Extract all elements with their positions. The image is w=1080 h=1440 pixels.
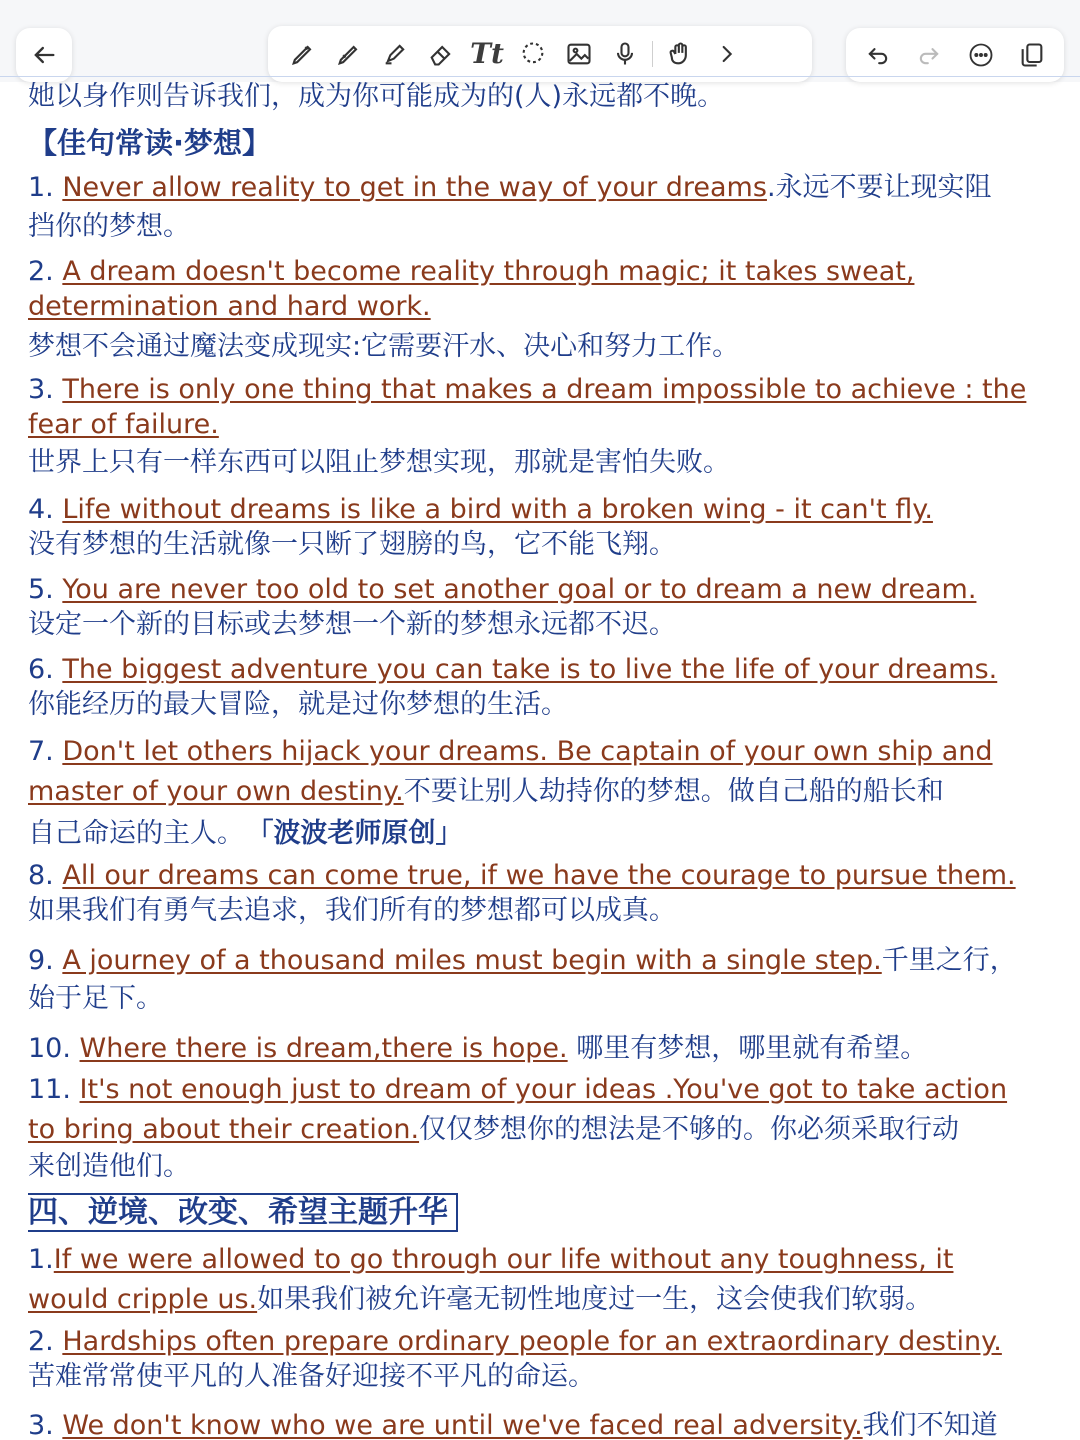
- list-item-cn: 设定一个新的目标或去梦想一个新的梦想永远都不迟。: [28, 609, 676, 640]
- english-sentence: We don't know who we are until we've faced real adversity.: [62, 1410, 863, 1440]
- english-sentence: The biggest adventure you can take is to live the life of your dreams.: [62, 654, 998, 685]
- list-item-cn: 你能经历的最大冒险，就是过你梦想的生活。: [28, 689, 568, 720]
- note-page: [28, 82, 1058, 1440]
- microphone-icon[interactable]: [602, 31, 648, 77]
- tool-palette: [268, 26, 812, 82]
- list-item: 1.If we were allowed to go through our life without any toughness, it: [28, 1244, 954, 1275]
- intro-line: 她以身作则告诉我们，成为你可能成为的(人)永远都不晚。: [28, 82, 725, 112]
- more-icon[interactable]: [958, 32, 1004, 78]
- lasso-icon[interactable]: [510, 31, 556, 77]
- list-item: 6. The biggest adventure you can take is to live the life of your dreams.: [28, 654, 998, 685]
- section-title-dreams: 【佳句常读·梦想】: [28, 126, 272, 160]
- gesture-hand-icon[interactable]: [657, 31, 703, 77]
- chevron-right-icon[interactable]: [703, 31, 749, 77]
- undo-icon[interactable]: [855, 32, 901, 78]
- list-item: 9. A journey of a thousand miles must begin with a single step.千里之行，: [28, 945, 1017, 976]
- redo-icon[interactable]: [906, 32, 952, 78]
- list-item: 5. You are never too old to set another goal or to dream a new dream.: [28, 574, 977, 605]
- list-item: 2. Hardships often prepare ordinary people for an extraordinary destiny.: [28, 1326, 1002, 1357]
- toolbar-divider: [652, 41, 653, 67]
- english-sentence: Hardships often prepare ordinary people for an extraordinary destiny.: [62, 1326, 1002, 1357]
- text-tool[interactable]: Tt: [470, 37, 504, 70]
- app-toolbar: [0, 0, 1080, 82]
- list-item-cn: 苦难常常使平凡的人准备好迎接不平凡的命运。: [28, 1361, 595, 1392]
- list-item-cont: 来创造他们。: [28, 1151, 190, 1182]
- list-item-cont: to bring about their creation.仅仅梦想你的想法是不够的。你必须采取行动: [28, 1114, 960, 1145]
- english-sentence: You are never too old to set another goal or to dream a new dream.: [62, 574, 977, 605]
- list-item-cont: determination and hard work.: [28, 291, 431, 322]
- list-item: 10. Where there is dream,there is hope. 哪里有梦想，哪里就有希望。: [28, 1033, 928, 1064]
- list-item: 4. Life without dreams is like a bird with a broken wing - it can't fly.: [28, 494, 933, 525]
- english-sentence: There is only one thing that makes a dream impossible to achieve : the: [62, 374, 1027, 405]
- english-sentence: Life without dreams is like a bird with a broken wing - it can't fly.: [62, 494, 933, 525]
- list-item-cn: 没有梦想的生活就像一只断了翅膀的鸟，它不能飞翔。: [28, 529, 676, 560]
- eraser-icon[interactable]: [418, 31, 464, 77]
- pages-icon[interactable]: [1009, 32, 1055, 78]
- list-item: 3. We don't know who we are until we've faced real adversity.我们不知道: [28, 1410, 998, 1440]
- list-item-cont: would cripple us.如果我们被允许毫无韧性地度过一生，这会使我们软弱。: [28, 1284, 933, 1315]
- list-item-cn: 如果我们有勇气去追求，我们所有的梦想都可以成真。: [28, 895, 676, 926]
- list-item: 1. Never allow reality to get in the way of your dreams.永远不要让现实阻: [28, 172, 992, 203]
- pen-alt-icon[interactable]: [326, 31, 372, 77]
- back-pill: [16, 28, 72, 82]
- image-icon[interactable]: [556, 31, 602, 77]
- english-sentence: Don't let others hijack your dreams. Be captain of your own ship and: [62, 736, 993, 767]
- section-title-adversity: 四、逆境、改变、希望主题升华: [28, 1190, 1058, 1238]
- list-item-cn: 梦想不会通过魔法变成现实:它需要汗水、决心和努力工作。: [28, 331, 740, 362]
- list-item: 2. A dream doesn't become reality through magic; it takes sweat,: [28, 256, 915, 287]
- list-item-cont: fear of failure.: [28, 409, 219, 440]
- author-tag: 「波波老师原创」: [260, 818, 463, 849]
- pen-icon[interactable]: [280, 31, 326, 77]
- highlighter-icon[interactable]: [372, 31, 418, 77]
- english-sentence: All our dreams can come true, if we have the courage to pursue them.: [62, 860, 1016, 891]
- list-item: 11. It's not enough just to dream of your ideas .You've got to take action: [28, 1074, 1008, 1105]
- list-item-cont: 挡你的梦想。: [28, 211, 190, 242]
- english-sentence: If we were allowed to go through our life without any toughness, it: [53, 1244, 954, 1275]
- back-arrow-icon[interactable]: [21, 32, 67, 78]
- list-item-cont: 自己命运的主人。 「波波老师原创」: [28, 818, 463, 849]
- english-sentence: It's not enough just to dream of your ideas .You've got to take action: [79, 1074, 1008, 1105]
- list-item: 3. There is only one thing that makes a dream impossible to achieve : the: [28, 374, 1027, 405]
- list-item-cont: 始于足下。: [28, 983, 163, 1014]
- list-item: 7. Don't let others hijack your dreams. Be captain of your own ship and: [28, 736, 993, 767]
- list-item-cont: master of your own destiny.不要让别人劫持你的梦想。做自己船的船长和: [28, 776, 944, 807]
- list-item-cn: 世界上只有一样东西可以阻止梦想实现，那就是害怕失败。: [28, 447, 730, 478]
- english-sentence: A journey of a thousand miles must begin with a single step.: [62, 945, 882, 976]
- list-item: 8. All our dreams can come true, if we have the courage to pursue them.: [28, 860, 1016, 891]
- english-sentence: Never allow reality to get in the way of your dreams: [62, 172, 767, 203]
- english-sentence: A dream doesn't become reality through magic; it takes sweat,: [62, 256, 915, 287]
- action-pill: [846, 28, 1064, 82]
- english-sentence: Where there is dream,there is hope.: [79, 1033, 568, 1064]
